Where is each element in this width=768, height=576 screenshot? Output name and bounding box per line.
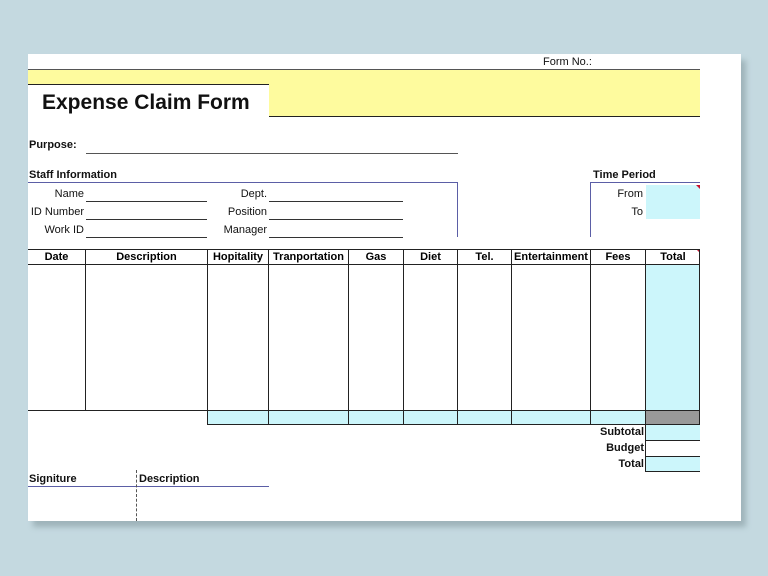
table-body-bottom-rule [28,410,700,411]
work-id-label: Work ID [44,224,84,236]
to-label: To [631,206,643,218]
col-divider [511,249,512,424]
col-divider [207,249,208,424]
col-divider [590,249,591,424]
total-column-fill[interactable] [646,265,700,410]
col-header-transportation: Tranportation [273,251,344,263]
total-rule [646,471,700,472]
title-band-right[interactable] [269,84,700,116]
time-period-rule [590,182,700,183]
col-divider [268,249,269,424]
col-divider [403,249,404,424]
from-date-field[interactable] [646,185,700,202]
col-header-total: Total [660,251,686,263]
table-subtotal-rule [207,424,700,425]
id-number-field[interactable] [86,219,207,220]
total-field[interactable] [646,457,700,471]
footer-divider [136,470,137,521]
grand-subtotal-cell [646,410,700,424]
manager-label: Manager [223,224,267,236]
footer-description-field[interactable] [138,487,269,521]
budget-label: Budget [606,442,644,454]
staff-info-right-border [457,182,458,237]
col-header-fees: Fees [605,251,631,263]
col-header-date: Date [44,251,69,263]
expense-claim-sheet [28,54,741,521]
staff-info-heading: Staff Information [29,169,117,181]
dept-label: Dept. [240,188,267,200]
staff-info-rule [28,182,458,183]
col-divider [645,249,646,424]
totals-left-border [645,424,646,472]
signature-label: Signiture [29,473,77,485]
col-header-gas: Gas [365,251,387,263]
total-label: Total [618,458,644,470]
subtotal-label: Subtotal [600,426,644,438]
title-band-top [28,70,700,84]
col-divider [457,249,458,424]
manager-field[interactable] [269,237,403,238]
col-header-diet: Diet [420,251,441,263]
col-header-description: Description [116,251,177,263]
title-band-bottom-rule [269,116,700,117]
work-id-field[interactable] [86,237,207,238]
signature-field[interactable] [28,487,135,521]
col-divider [85,249,86,410]
title-top-rule [28,84,269,85]
position-label: Position [227,206,267,218]
name-field[interactable] [86,201,207,202]
purpose-field[interactable] [86,153,458,154]
purpose-label: Purpose: [29,139,77,151]
comment-marker [696,185,700,189]
dept-field[interactable] [269,201,403,202]
id-number-label: ID Number [30,206,84,218]
from-label: From [617,188,643,200]
col-header-hospitality: Hopitality [212,251,264,263]
budget-field[interactable] [646,441,700,456]
time-period-heading: Time Period [593,169,656,181]
col-header-tel: Tel. [475,251,494,263]
position-field[interactable] [269,219,403,220]
col-header-entertainment: Entertainment [514,251,588,263]
to-date-field[interactable] [646,202,700,219]
subtotal-field[interactable] [646,425,700,440]
page-title: Expense Claim Form [42,91,250,114]
form-no-label: Form No.: [543,56,592,68]
col-divider [348,249,349,424]
footer-description-label: Description [139,473,200,485]
column-subtotals-row[interactable] [207,410,646,424]
name-label: Name [54,188,84,200]
